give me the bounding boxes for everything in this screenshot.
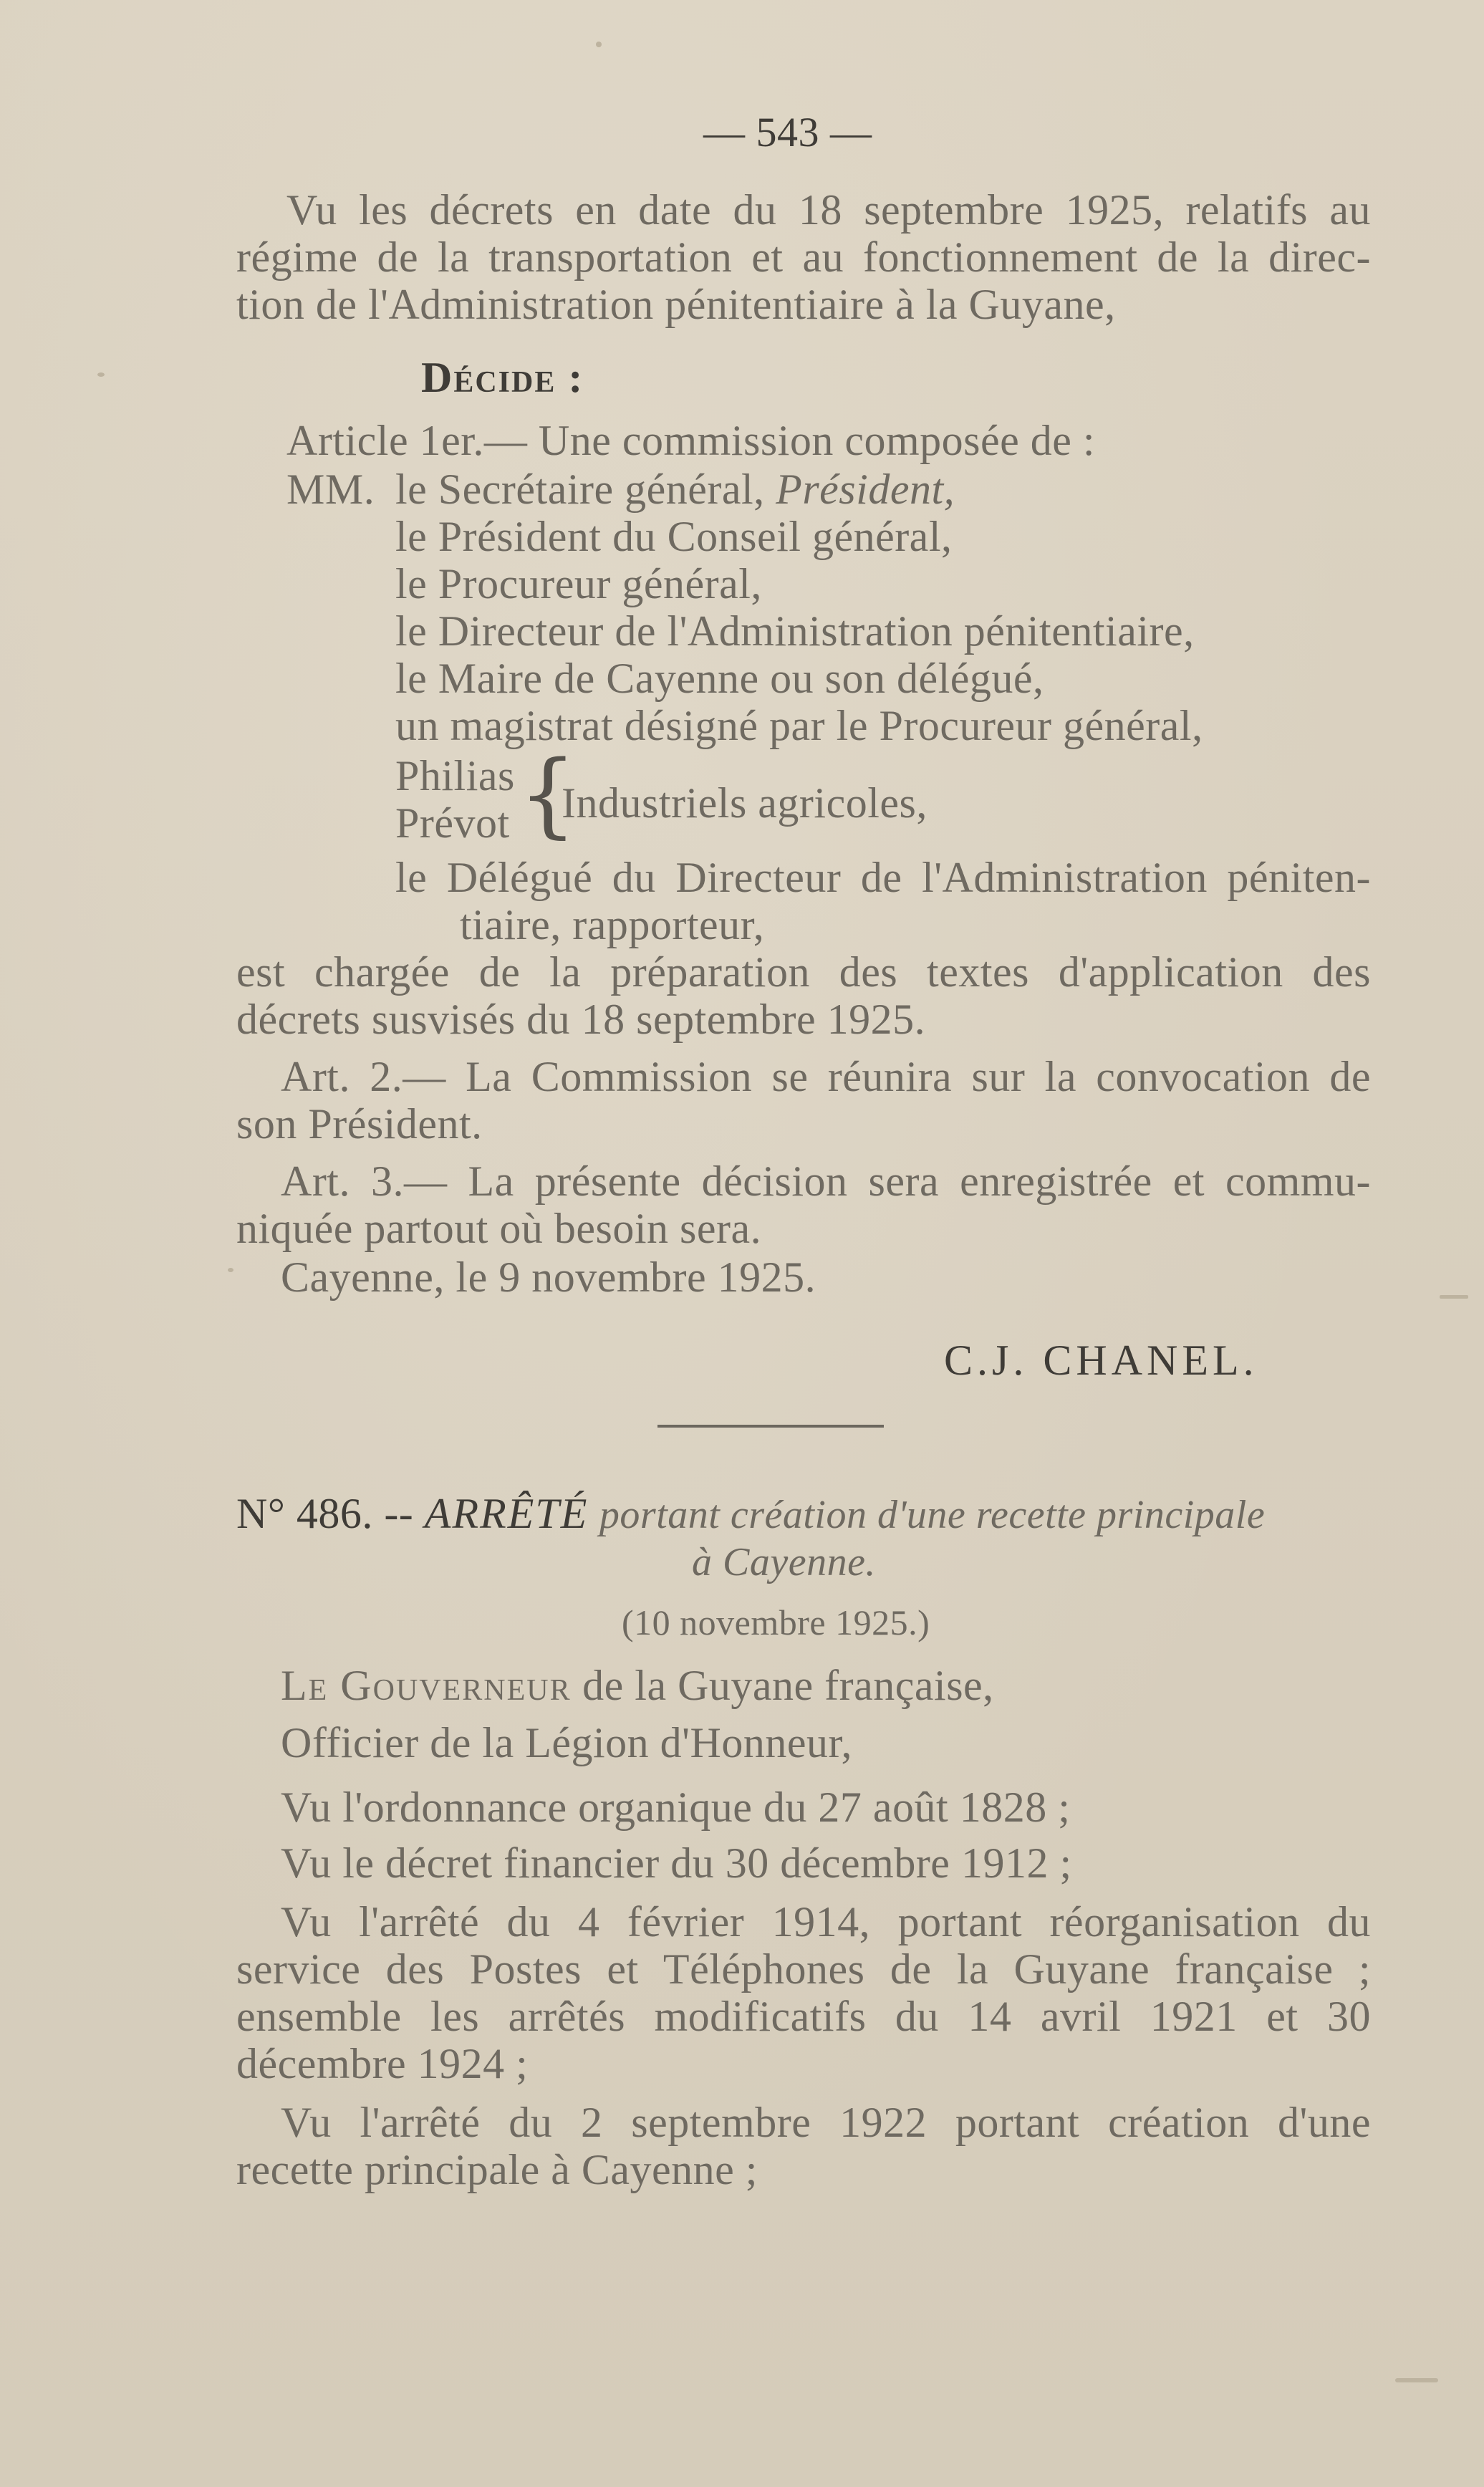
arrete-title-word: ARRÊTÉ: [424, 1490, 589, 1537]
member-prevot: Prévot: [395, 799, 510, 847]
gouverneur-rest: de la Guyane française,: [582, 1662, 994, 1709]
preamble-line-3: tion de l'Administration pénitentiaire à la Guyane,: [236, 281, 1116, 328]
article2-line-2: son Président.: [236, 1100, 483, 1148]
gouverneur-title: Le Gouverneur: [281, 1662, 572, 1709]
member-secretaire: [395, 466, 955, 513]
arrete-title-line-1: [236, 1490, 1265, 1539]
section-separator: [657, 1425, 884, 1428]
preamble-line-2: régime de la transportation et au fonctionnement de la direc-: [236, 234, 1371, 281]
page-number: — 543 —: [703, 109, 872, 155]
officier-line: Officier de la Légion d'Honneur,: [281, 1719, 853, 1766]
vu-arrete-1914-line-4: décembre 1924 ;: [236, 2040, 529, 2087]
vu-ordonnance: Vu l'ordonnance organique du 27 août 1828 ;: [281, 1784, 1071, 1831]
arrete-title-rest: portant création d'une recette principale: [599, 1493, 1266, 1537]
paper-speck: [1440, 1295, 1468, 1299]
member-magistrat: un magistrat désigné par le Procureur général,: [395, 702, 1203, 749]
signature: C.J. CHANEL.: [944, 1337, 1258, 1384]
paper-speck: [228, 1268, 233, 1272]
place-date: Cayenne, le 9 novembre 1925.: [281, 1254, 816, 1301]
member-delegue-line-2: tiaire, rapporteur,: [460, 901, 765, 948]
arrete-title-line-2: à Cayenne.: [692, 1540, 876, 1584]
article2-line-1: Art. 2.— La Commission se réunira sur la convocation de: [281, 1053, 1371, 1100]
member-philias: Philias: [395, 752, 515, 799]
article1-body-line-1: est chargée de la préparation des textes d'application des: [236, 948, 1371, 996]
member-secretaire-text: le Secrétaire général,: [395, 466, 765, 513]
arrete-dash: --: [384, 1490, 414, 1537]
vu-decret-financier: Vu le décret financier du 30 décembre 1912 ;: [281, 1839, 1072, 1887]
vu-arrete-1914-line-2: service des Postes et Téléphones de la Guyane française ;: [236, 1945, 1371, 1993]
article1-mm: MM.: [286, 466, 375, 513]
preamble-line-1: Vu les décrets en date du 18 septembre 1925, relatifs au: [286, 186, 1371, 234]
vu-arrete-1922-line-1: Vu l'arrêté du 2 septembre 1922 portant création d'une: [281, 2099, 1371, 2146]
gouverneur-line: [281, 1662, 994, 1709]
member-secretaire-role: Président,: [776, 466, 955, 513]
decide-heading: Décide :: [421, 354, 584, 401]
article3-line-1: Art. 3.— La présente décision sera enregistrée et commu-: [281, 1158, 1371, 1205]
vu-arrete-1922-line-2: recette principale à Cayenne ;: [236, 2146, 758, 2193]
vu-arrete-1914-line-1: Vu l'arrêté du 4 février 1914, portant réorganisation du: [281, 1898, 1371, 1945]
member-delegue-line-1: le Délégué du Directeur de l'Administration péniten-: [395, 854, 1371, 901]
vu-arrete-1914-line-3: ensemble les arrêtés modificatifs du 14 avril 1921 et 30: [236, 1993, 1371, 2040]
paper-speck: [97, 372, 105, 377]
paper-speck: [1395, 2378, 1438, 2382]
member-president-conseil: le Président du Conseil général,: [395, 513, 953, 560]
members-role-industriels: Industriels agricoles,: [562, 779, 928, 827]
article3-line-2: niquée partout où besoin sera.: [236, 1205, 762, 1252]
arrete-date: (10 novembre 1925.): [622, 1602, 930, 1642]
member-directeur: le Directeur de l'Administration pénitentiaire,: [395, 607, 1195, 655]
article1-intro: Article 1er.— Une commission composée de :: [286, 417, 1096, 464]
article1-body-line-2: décrets susvisés du 18 septembre 1925.: [236, 996, 926, 1043]
member-maire: le Maire de Cayenne ou son délégué,: [395, 655, 1044, 702]
paper-speck: [596, 42, 602, 47]
member-procureur: le Procureur général,: [395, 560, 762, 607]
arrete-number: N° 486.: [236, 1490, 373, 1537]
member-brace: {: [519, 741, 577, 848]
